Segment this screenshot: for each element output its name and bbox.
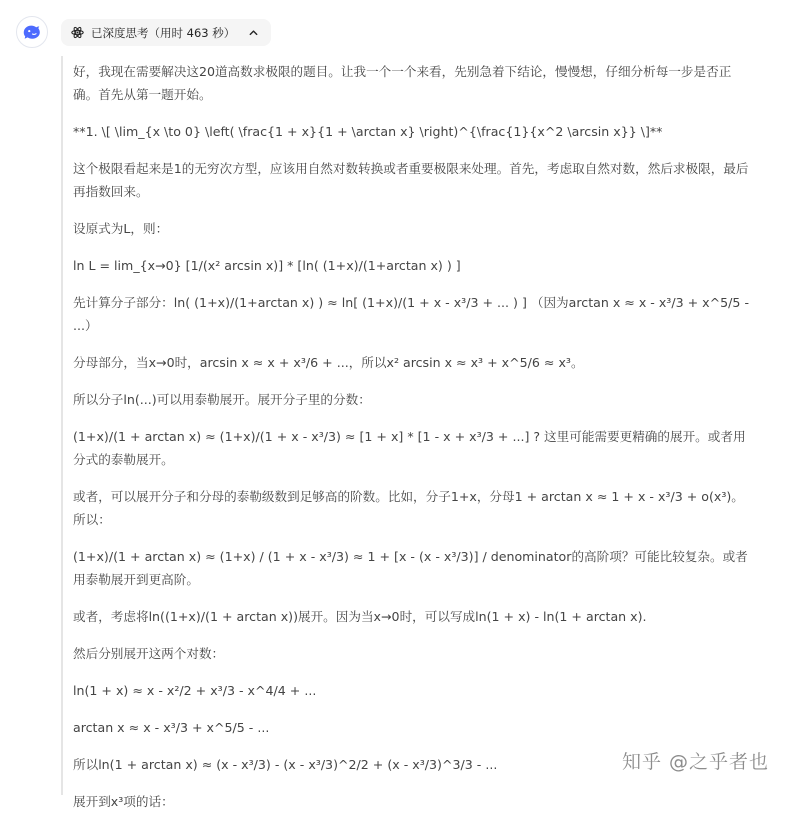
thinking-paragraph: (1+x)/(1 + arctan x) ≈ (1+x) / (1 + x - x³/3) ≈ 1 + [x - (x - x³/3)] / denominator的高阶项？可能比较复杂。或者用泰勒展开到更高阶。	[73, 549, 748, 587]
thinking-paragraph: 分母部分，当x→0时，arcsin x ≈ x + x³/6 + ...，所以x² arcsin x ≈ x³ + x^5/6 ≈ x³。	[73, 355, 584, 370]
thinking-paragraph: 然后分别展开这两个对数：	[73, 646, 225, 661]
thinking-paragraph: 这个极限看起来是1的无穷次方型，应该用自然对数转换或者重要极限来处理。首先，考虑取自然对数，然后求极限，最后再指数回来。	[73, 161, 749, 199]
thinking-paragraph: 设原式为L，则：	[73, 221, 169, 236]
thinking-paragraph: **1. \[ \lim_{x \to 0} \left( \frac{1 + x}{1 + \arctan x} \right)^{\frac{1}{x^2 \arcsin x}} \]**	[73, 124, 663, 139]
thinking-paragraph: 或者，可以展开分子和分母的泰勒级数到足够高的阶数。比如，分子1+x，分母1 + arctan x ≈ 1 + x - x³/3 + o(x³)。所以：	[73, 489, 744, 527]
thinking-content	[73, 60, 749, 827]
watermark: 知乎 @之乎者也	[621, 751, 769, 773]
thinking-toggle-button[interactable]	[61, 19, 271, 46]
thinking-paragraph: 所以ln(1 + arctan x) ≈ (x - x³/3) - (x - x³/3)^2/2 + (x - x³/3)^3/3 - ...	[73, 757, 498, 772]
assistant-avatar	[16, 16, 48, 48]
atom-icon	[71, 26, 84, 39]
thinking-paragraph: 先计算分子部分：ln( (1+x)/(1+arctan x) ) ≈ ln[ (1+x)/(1 + x - x³/3 + ... ) ] （因为arctan x ≈ x - x³/3 + x^5/5 - ...）	[73, 295, 749, 333]
thinking-paragraph: 好，我现在需要解决这20道高数求极限的题目。让我一个一个来看，先别急着下结论，慢慢想，仔细分析每一步是否正确。首先从第一题开始。	[73, 64, 732, 102]
thinking-paragraph: arctan x ≈ x - x³/3 + x^5/5 - ...	[73, 720, 270, 735]
thinking-paragraph: 展开到x³项的话：	[73, 794, 174, 809]
thinking-paragraph: (1+x)/(1 + arctan x) ≈ (1+x)/(1 + x - x³/3) ≈ [1 + x] * [1 - x + x³/3 + ...] ? 这里可能需要更精确的展开。或者用分式的泰勒展开。	[73, 429, 746, 467]
thinking-paragraph: 所以分子ln(...)可以用泰勒展开。展开分子里的分数：	[73, 392, 371, 407]
thinking-paragraph: ln L = lim_{x→0} [1/(x² arcsin x)] * [ln( (1+x)/(1+arctan x) ) ]	[73, 258, 461, 273]
thinking-label: 已深度思考（用时 463 秒）	[91, 25, 236, 40]
thinking-paragraph: 或者，考虑将ln((1+x)/(1 + arctan x))展开。因为当x→0时，可以写成ln(1 + x) - ln(1 + arctan x).	[73, 609, 647, 624]
thinking-paragraph: ln(1 + x) ≈ x - x²/2 + x³/3 - x^4/4 + ...	[73, 683, 317, 698]
deepseek-whale-icon	[21, 21, 43, 43]
thinking-divider-line	[61, 56, 63, 795]
chevron-up-icon	[248, 27, 259, 38]
